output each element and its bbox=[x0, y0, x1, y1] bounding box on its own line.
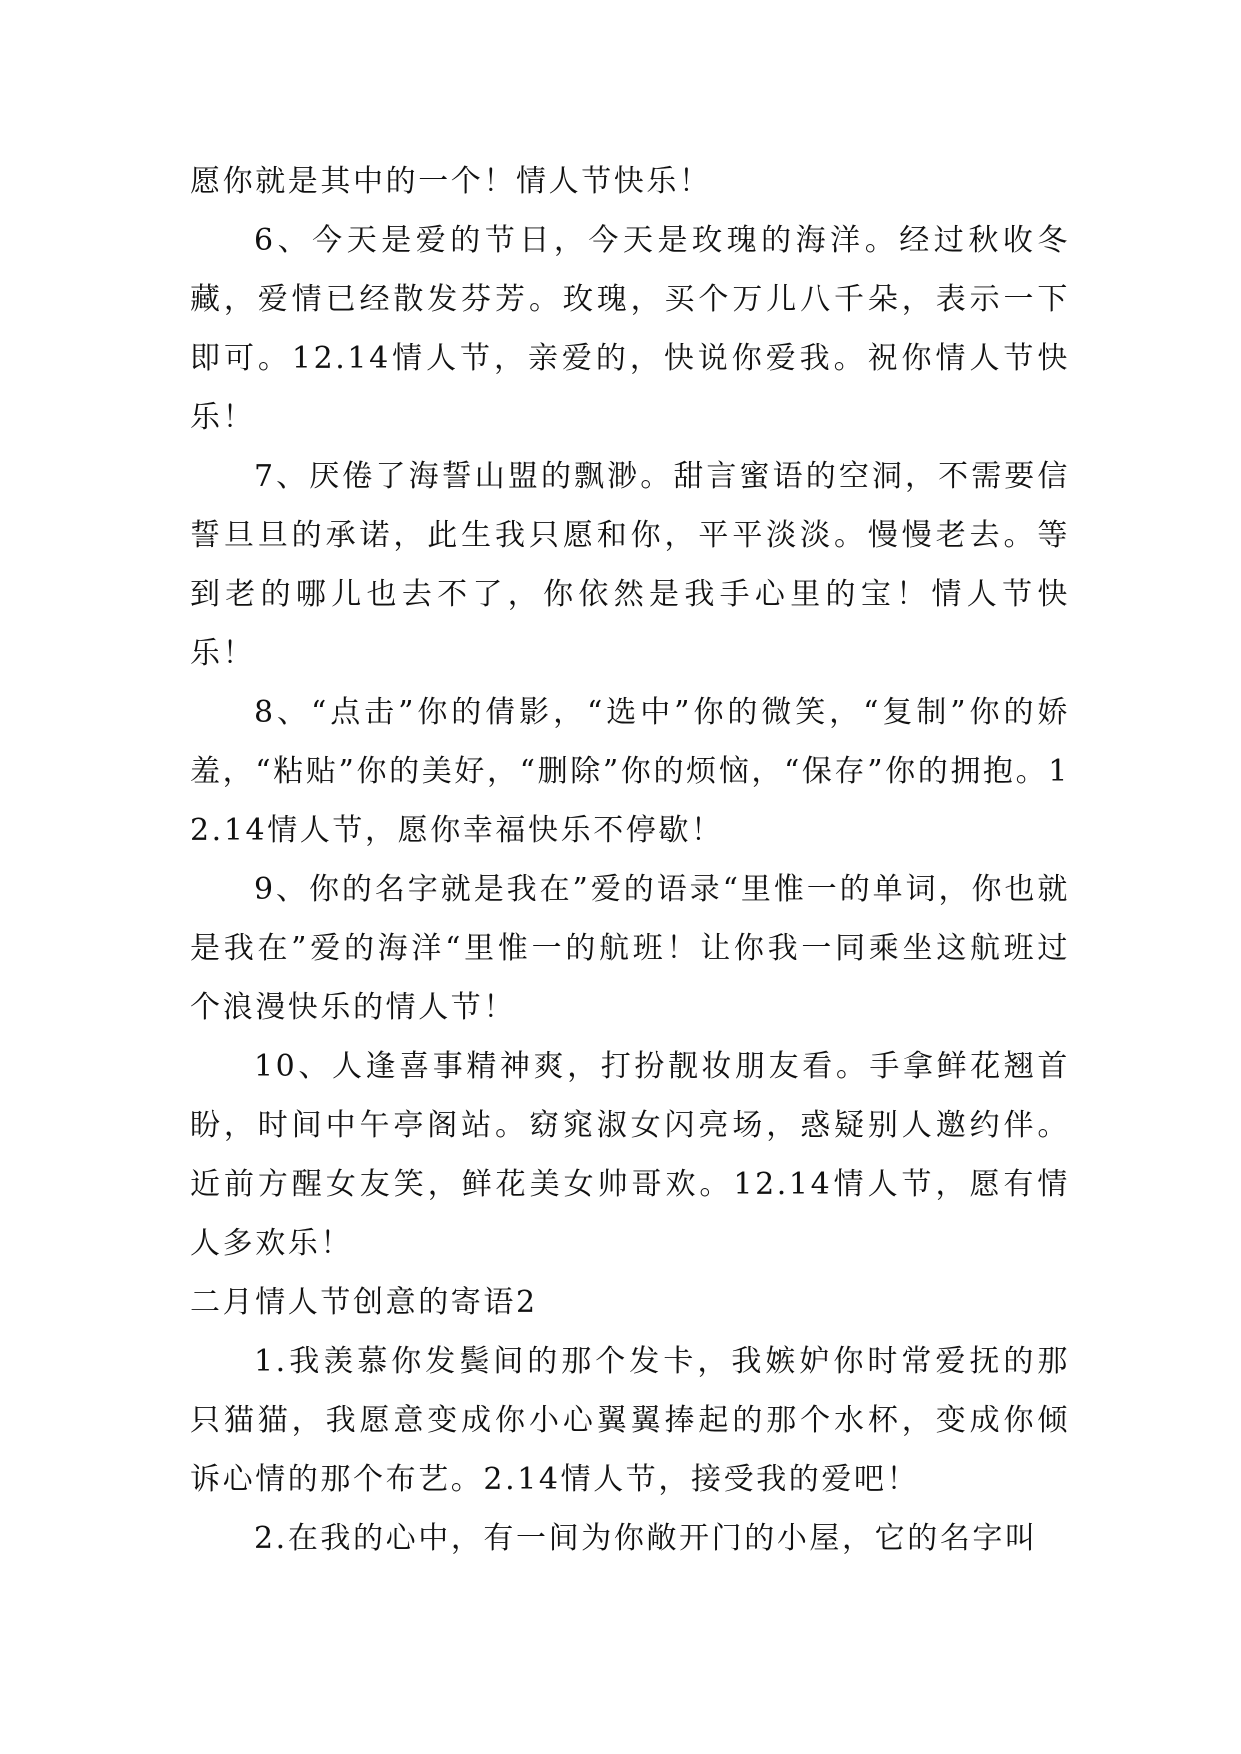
paragraph-item-8: 8、“点击”你的倩影，“选中”你的微笑，“复制”你的娇羞，“粘贴”你的美好，“删除”你的烦恼，“保存”你的拥抱。12.14情人节，愿你幸福快乐不停歇！ bbox=[190, 695, 1070, 848]
section-paragraph-2: 2.在我的心中，有一间为你敞开门的小屋，它的名字叫 bbox=[254, 1521, 1038, 1556]
paragraph-item-6: 6、今天是爱的节日，今天是玫瑰的海洋。经过秋收冬藏，爱情已经散发芬芳。玫瑰，买个万儿八千朵，表示一下即可。12.14情人节，亲爱的，快说你爱我。祝你情人节快乐！ bbox=[190, 223, 1070, 435]
section-heading: 二月情人节创意的寄语2 bbox=[190, 1285, 538, 1320]
paragraph-item-9: 9、你的名字就是我在”爱的语录“里惟一的单词，你也就是我在”爱的海洋“里惟一的航班！让你我一同乘坐这航班过个浪漫快乐的情人节！ bbox=[190, 872, 1070, 1025]
paragraph-item-10: 10、人逢喜事精神爽，打扮靓妆朋友看。手拿鲜花翘首盼，时间中午亭阁站。窈窕淑女闪亮场，惑疑别人邀约伴。近前方醒女友笑，鲜花美女帅哥欢。12.14情人节，愿有情人多欢乐！ bbox=[190, 1049, 1070, 1261]
document-page bbox=[190, 152, 1070, 1568]
paragraph-continuation: 愿你就是其中的一个！情人节快乐！ bbox=[190, 164, 712, 199]
section-paragraph-1: 1.我羡慕你发鬓间的那个发卡，我嫉妒你时常爱抚的那只猫猫，我愿意变成你小心翼翼捧起的那个水杯，变成你倾诉心情的那个布艺。2.14情人节，接受我的爱吧！ bbox=[190, 1344, 1070, 1497]
paragraph-item-7: 7、厌倦了海誓山盟的飘渺。甜言蜜语的空洞，不需要信誓旦旦的承诺，此生我只愿和你，平平淡淡。慢慢老去。等到老的哪儿也去不了，你依然是我手心里的宝！情人节快乐！ bbox=[190, 459, 1070, 671]
